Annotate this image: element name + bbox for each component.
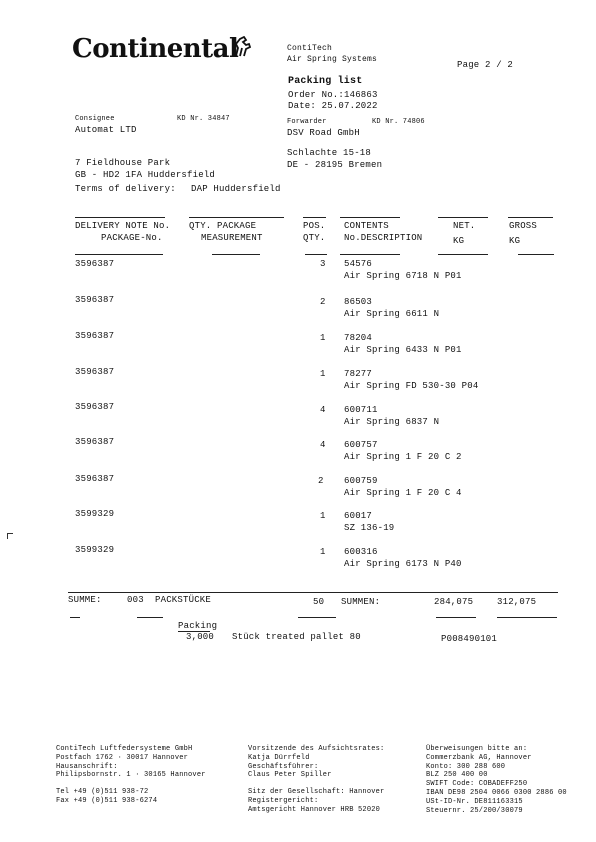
footer-line: IBAN DE98 2504 0066 0300 2886 00 bbox=[426, 788, 567, 797]
footer-line: Hausanschrift: bbox=[56, 762, 118, 771]
footer-line: Fax +49 (0)511 938-6274 bbox=[56, 796, 158, 805]
row-qty: 4 bbox=[320, 440, 326, 450]
continental-logo bbox=[72, 34, 238, 64]
footer-line: Katja Dürrfeld bbox=[248, 753, 310, 762]
row-delivery-note: 3596387 bbox=[75, 331, 115, 341]
header-rule-gross bbox=[508, 217, 553, 218]
header-rule-net bbox=[438, 217, 488, 218]
page-number: Page 2 / 2 bbox=[457, 60, 514, 70]
row-delivery-note: 3596387 bbox=[75, 295, 115, 305]
row-delivery-note: 3596387 bbox=[75, 367, 115, 377]
footer-management-block bbox=[248, 745, 384, 815]
header-underline-net bbox=[438, 254, 488, 255]
row-qty: 1 bbox=[320, 511, 326, 521]
row-qty: 2 bbox=[318, 476, 324, 486]
row-item-no: 78204 bbox=[344, 333, 373, 343]
packing-reference: P008490101 bbox=[441, 634, 498, 644]
header-underline-gross bbox=[518, 254, 554, 255]
company-division: Air Spring Systems bbox=[287, 55, 378, 64]
footer-line: Vorsitzende des Aufsichtsrates: bbox=[248, 745, 385, 753]
row-description: Air Spring FD 530-30 P04 bbox=[344, 381, 479, 391]
forwarder-city: DE - 28195 Bremen bbox=[287, 160, 383, 170]
summary-totals-label: SUMMEN: bbox=[341, 597, 381, 607]
row-delivery-note: 3596387 bbox=[75, 402, 115, 412]
footer-bank-block bbox=[426, 745, 567, 815]
col-contents: CONTENTS bbox=[344, 221, 389, 231]
summary-package-count: 003 bbox=[127, 595, 144, 605]
row-delivery-note: 3596387 bbox=[75, 259, 115, 269]
footer-line: Überweisungen bitte an: bbox=[426, 745, 528, 753]
forwarder-street: Schlachte 15-18 bbox=[287, 148, 372, 158]
footer-line: ContiTech Luftfedersysteme GmbH bbox=[56, 745, 193, 753]
col-gross: GROSS bbox=[509, 221, 538, 231]
doc-title: Packing list bbox=[288, 76, 363, 87]
header-underline-delivery bbox=[75, 254, 163, 255]
footer-line: Postfach 1762 · 30017 Hannover bbox=[56, 753, 189, 762]
summary-qty-total: 50 bbox=[313, 597, 325, 607]
footer-line: Commerzbank AG, Hannover bbox=[426, 753, 532, 762]
summary-top-rule bbox=[68, 592, 558, 593]
row-item-no: 600759 bbox=[344, 476, 378, 486]
footer-line: SWIFT Code: COBADEFF250 bbox=[426, 780, 528, 789]
footer-line: Geschäftsführer: bbox=[248, 762, 319, 771]
row-delivery-note: 3599329 bbox=[75, 545, 115, 555]
packing-qty: 3,000 bbox=[186, 632, 215, 642]
row-description: Air Spring 1 F 20 C 4 bbox=[344, 488, 462, 498]
row-delivery-note: 3596387 bbox=[75, 437, 115, 447]
forwarder-name: DSV Road GmbH bbox=[287, 128, 360, 138]
row-description: Air Spring 6433 N P01 bbox=[344, 345, 462, 355]
row-qty: 2 bbox=[320, 297, 326, 307]
col-gross-unit: KG bbox=[509, 236, 521, 246]
row-item-no: 600757 bbox=[344, 440, 378, 450]
header-underline-package bbox=[212, 254, 260, 255]
header-rule-delivery bbox=[75, 217, 165, 218]
col-measurement: MEASUREMENT bbox=[201, 233, 263, 243]
col-package-no: PACKAGE-No. bbox=[101, 233, 163, 243]
footer-company-block bbox=[56, 745, 206, 806]
consignee-name: Automat LTD bbox=[75, 125, 137, 135]
footer-line: Claus Peter Spiller bbox=[248, 771, 332, 780]
row-description: Air Spring 6837 N bbox=[344, 417, 440, 427]
footer-line: Steuernr. 25/200/30079 bbox=[426, 806, 523, 815]
row-description: Air Spring 6611 N bbox=[344, 309, 440, 319]
summary-packages-label: PACKSTÜCKE bbox=[155, 595, 212, 605]
packing-label: Packing bbox=[178, 621, 218, 631]
doc-date: Date: 25.07.2022 bbox=[288, 101, 378, 111]
footer-line: Tel +49 (0)511 938-72 bbox=[56, 788, 149, 797]
consignee-label: Consignee bbox=[75, 115, 115, 123]
col-net-unit: KG bbox=[453, 236, 465, 246]
footer-line: Sitz der Gesellschaft: Hannover bbox=[248, 788, 385, 797]
logo-text: Continental bbox=[72, 34, 239, 64]
col-qty-package: QTY. PACKAGE bbox=[189, 221, 257, 231]
col-delivery-note: DELIVERY NOTE No. bbox=[75, 221, 171, 231]
company-name: ContiTech bbox=[287, 44, 333, 53]
row-delivery-note: 3599329 bbox=[75, 509, 115, 519]
footer-line: Konto: 300 288 600 bbox=[426, 762, 506, 771]
footer-line: USt-ID-Nr. DE811163315 bbox=[426, 797, 523, 806]
consignee-street: 7 Fieldhouse Park bbox=[75, 158, 171, 168]
col-pos: POS. bbox=[303, 221, 326, 231]
margin-mark bbox=[7, 533, 13, 539]
footer-line: BLZ 250 400 00 bbox=[426, 771, 488, 780]
col-no-description: No.DESCRIPTION bbox=[344, 233, 423, 243]
header-rule-contents bbox=[340, 217, 400, 218]
row-delivery-note: 3596387 bbox=[75, 474, 115, 484]
header-rule-package bbox=[189, 217, 284, 218]
footer-line: Registergericht: bbox=[248, 796, 319, 805]
row-item-no: 600711 bbox=[344, 405, 378, 415]
consignee-city: GB - HD2 1FA Huddersfield bbox=[75, 170, 216, 180]
order-number: Order No.:146863 bbox=[288, 90, 378, 100]
row-item-no: 78277 bbox=[344, 369, 373, 379]
row-qty: 1 bbox=[320, 333, 326, 343]
row-item-no: 86503 bbox=[344, 297, 373, 307]
packing-description: Stück treated pallet 80 bbox=[232, 632, 361, 642]
row-qty: 4 bbox=[320, 405, 326, 415]
horse-icon bbox=[232, 36, 252, 58]
summary-rule-a bbox=[70, 617, 80, 618]
header-underline-qty bbox=[305, 254, 327, 255]
row-item-no: 60017 bbox=[344, 511, 373, 521]
row-item-no: 600316 bbox=[344, 547, 378, 557]
col-qty: QTY. bbox=[303, 233, 326, 243]
footer-line: Philipsbornstr. 1 · 30165 Hannover bbox=[56, 771, 206, 780]
summary-rule-d bbox=[436, 617, 476, 618]
summary-rule-c bbox=[298, 617, 336, 618]
summary-gross-total: 312,075 bbox=[497, 597, 537, 607]
summary-rule-e bbox=[497, 617, 557, 618]
row-description: Air Spring 6173 N P40 bbox=[344, 559, 462, 569]
terms-value: DAP Huddersfield bbox=[191, 184, 281, 194]
forwarder-kd-nr: KD Nr. 74806 bbox=[372, 118, 425, 126]
row-item-no: 54576 bbox=[344, 259, 373, 269]
terms-label: Terms of delivery: bbox=[75, 184, 176, 194]
packing-rule bbox=[178, 631, 210, 632]
summary-net-total: 284,075 bbox=[434, 597, 474, 607]
forwarder-label: Forwarder bbox=[287, 118, 327, 126]
row-qty: 3 bbox=[320, 259, 326, 269]
row-qty: 1 bbox=[320, 547, 326, 557]
header-underline-contents bbox=[340, 254, 400, 255]
consignee-kd-nr: KD Nr. 34847 bbox=[177, 115, 230, 123]
row-description: Air Spring 1 F 20 C 2 bbox=[344, 452, 462, 462]
header-rule-pos bbox=[303, 217, 326, 218]
col-net: NET. bbox=[453, 221, 476, 231]
row-description: Air Spring 6718 N P01 bbox=[344, 271, 462, 281]
row-qty: 1 bbox=[320, 369, 326, 379]
summary-label: SUMME: bbox=[68, 595, 102, 605]
footer-line: Amtsgericht Hannover HRB 52020 bbox=[248, 805, 381, 814]
row-description: SZ 136-19 bbox=[344, 523, 395, 533]
summary-rule-b bbox=[137, 617, 163, 618]
